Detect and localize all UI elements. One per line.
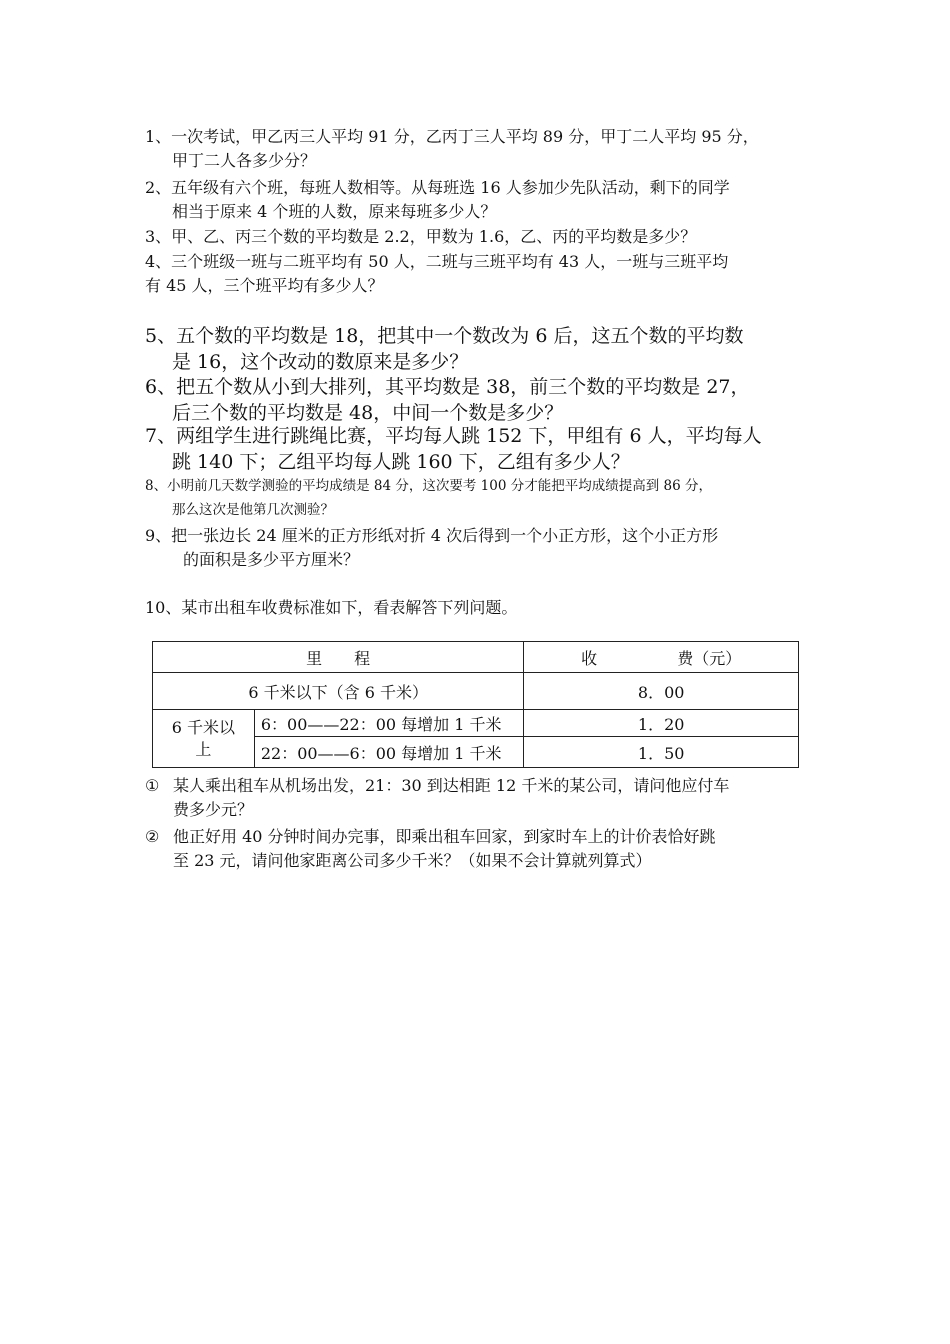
- question-9: [145, 524, 825, 572]
- question-6: [145, 374, 825, 426]
- row2-fee: 1．20: [524, 710, 799, 737]
- circled-one-marker: ①: [145, 776, 160, 795]
- question-8: [145, 474, 825, 522]
- question-10: [145, 596, 825, 620]
- question-3-line1: 3、甲、乙、丙三个数的平均数是 2.2，甲数为 1.6，乙、丙的平均数是多少？: [145, 227, 697, 246]
- subquestion-1-line1: 某人乘出租车从机场出发，21：30 到达相距 12 千米的某公司，请问他应付车: [173, 776, 730, 795]
- question-4-line2: 有 45 人，三个班平均有多少人？: [145, 276, 384, 295]
- question-2-line1: 2、五年级有六个班，每班人数相等。从每班选 16 人参加少先队活动，剩下的同学: [145, 178, 730, 197]
- question-5-line2: 是 16，这个改动的数原来是多少？: [172, 351, 469, 373]
- header-fee: 收 费（元）: [524, 642, 799, 673]
- row3-fee: 1．50: [524, 737, 799, 768]
- question-1-line1: 1、一次考试，甲乙丙三人平均 91 分，乙丙丁三人平均 89 分，甲丁二人平均 95 分，: [145, 127, 759, 146]
- row2-time: 6：00——22：00 每增加 1 千米: [254, 710, 524, 737]
- question-1-line2: 甲丁二人各多少分？: [172, 151, 317, 170]
- question-7-line2: 跳 140 下；乙组平均每人跳 160 下，乙组有多少人？: [172, 451, 630, 473]
- question-5: [145, 323, 825, 375]
- subquestion-1: [145, 774, 825, 822]
- question-2-line2: 相当于原来 4 个班的人数，原来每班多少人？: [172, 202, 497, 221]
- row1-distance: 6 千米以下（含 6 千米）: [153, 673, 524, 710]
- table-row: [153, 710, 799, 737]
- question-8-line2: 那么这次是他第几次测验？: [172, 502, 334, 518]
- row1-fee: 8．00: [524, 673, 799, 710]
- subquestion-2-line2: 至 23 元，请问他家距离公司多少千米？（如果不会计算就列算式）: [173, 851, 652, 870]
- question-5-line1: 5、五个数的平均数是 18，把其中一个数改为 6 后，这五个数的平均数: [145, 325, 744, 347]
- taxi-fare-table: [152, 641, 799, 768]
- question-4-line1: 4、三个班级一班与二班平均有 50 人，二班与三班平均有 43 人，一班与三班平均: [145, 252, 729, 271]
- question-3: [145, 225, 825, 249]
- subquestion-1-line2: 费多少元？: [173, 800, 254, 819]
- over-6km-label: 6 千米以 上: [153, 710, 255, 768]
- row3-time: 22：00——6：00 每增加 1 千米: [254, 737, 524, 768]
- question-9-line1: 9、把一张边长 24 厘米的正方形纸对折 4 次后得到一个小正方形，这个小正方形: [145, 526, 719, 545]
- subquestion-2: [145, 825, 825, 873]
- question-10-line1: 10、某市出租车收费标准如下，看表解答下列问题。: [145, 598, 518, 617]
- table-header-row: [153, 642, 799, 673]
- question-6-line2: 后三个数的平均数是 48，中间一个数是多少？: [172, 402, 564, 424]
- table-row: [153, 673, 799, 710]
- question-4: [145, 250, 825, 298]
- question-7: [145, 423, 825, 475]
- question-7-line1: 7、两组学生进行跳绳比赛，平均每人跳 152 下，甲组有 6 人，平均每人: [145, 425, 762, 447]
- header-distance: 里 程: [153, 642, 524, 673]
- question-8-line1: 8、小明前几天数学测验的平均成绩是 84 分，这次要考 100 分才能把平均成绩提高到 86 分，: [145, 478, 712, 494]
- circled-two-marker: ②: [145, 827, 160, 846]
- question-2: [145, 176, 825, 224]
- question-1: [145, 125, 825, 173]
- subquestion-2-line1: 他正好用 40 分钟时间办完事，即乘出租车回家，到家时车上的计价表恰好跳: [173, 827, 716, 846]
- question-6-line1: 6、把五个数从小到大排列，其平均数是 38，前三个数的平均数是 27，: [145, 376, 750, 398]
- question-9-line2: 的面积是多少平方厘米？: [183, 550, 360, 569]
